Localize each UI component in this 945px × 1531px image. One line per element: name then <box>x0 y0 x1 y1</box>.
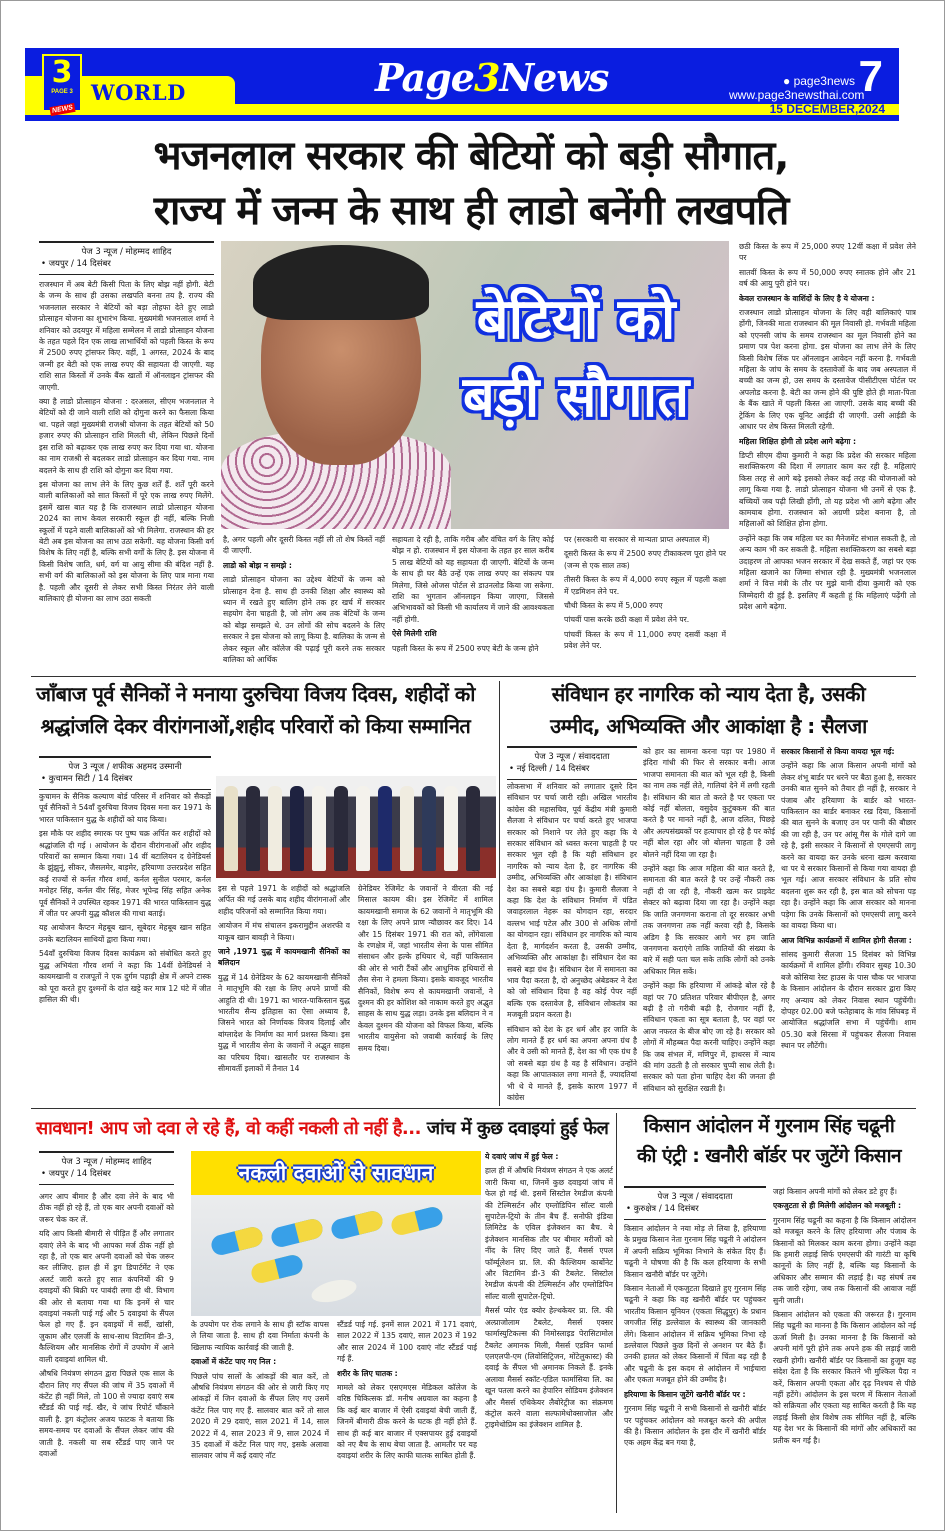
veterans-group-photo <box>216 776 496 878</box>
paragraph: औषधि नियंत्रण संगठन द्वारा पिछले एक साल के दौरान लिए गए सैंपल की जांच में 35 दवाओं में कंटेंट ही नहीं मिले, तो 100 से ज्यादा दवाएं सब स्टैंडर्ड की पाई गई. खैर, ये जांच रिपोर्ट चौंकाने वाली है. ड्रग कंट्रोलर अजय फाटक ने बताया कि समय-समय पर दवाओं के सैंपल लेकर जांच की जाती है. नकली या सब स्टैंडर्ड पाए जाने पर दवाओं <box>39 1369 174 1458</box>
byline-dateline: • कुचामन सिटी / 14 दिसंबर <box>41 774 133 784</box>
logo-news-badge: NEWS <box>49 103 75 116</box>
selja-headline-line2: उम्मीद, अभिव्यक्ति और आकांक्षा है : सैलजा <box>550 714 867 738</box>
photo-figure <box>246 786 260 871</box>
paragraph: उन्होंने कहा कि हरियाणा में आंकड़े बोल रहे है वहां पर 70 प्रतिशत परिवार बीपीएल है, अगर बढ़ी है तो गरीबी बढ़ी है, रोजगार नहीं है, संविधान एकता का सूत्र बताता है, पर वहां पर आज नफरत के बीज बोए जा रहे है। सरकार को लोगों में मौहब्बत पैदा करनी चाहिए। उन्होंने कहा कि जब संभल में, मणिपुर में, हाथरस में न्याय की मांग उठती है तो सरकार चुप्पी साध लेती है। सरकार को पता होना चाहिए देश की जनता ही संविधान को सुरक्षित रखती है। <box>643 981 775 1093</box>
paragraph: स्टैंडर्ड पाई गई. इनमें साल 2021 में 171 दवाएं, साल 2022 में 135 दवाएं, साल 2023 में 192 और साल 2024 में 100 दवाएं नॉट स्टैंडर्ड पाई गई हैं. <box>337 1320 477 1364</box>
paragraph: यदि आप किसी बीमारी से पीड़ित हैं और लगातार दवाएं लेने के बाद भी आपका मर्ज ठीक नहीं हो रहा है, तो एक बार अपनी दवाओं को चेक जरूर कर लीजिए. हाल ही में ड्रग डिपार्टमेंट ने एक अलर्ट जारी करते हुए सात कंपनियों की 9 दवाइयों की बिक्री पर पाबंदी लगा दी थी. विभाग की ओर से बताया गया था कि इनमें से चार दवाइयां नकली पाई गई और 5 दवाइयां के सैंपल फेल हो गए हैं. इन दवाइयों में सर्दी, खांसी, जुकाम और एलर्जी के साथ-साथ विटामिन डी-3, कैल्शियम और मानसिक रोगों में उपयोग में आने वाली दवाइयां शामिल थी. <box>39 1229 174 1364</box>
paragraph: इस से पहले 1971 के शहीदों को श्रद्धांजलि अर्पित की गई उसके बाद शहीद वीरांगनाओं और शहीद परिजनों को सम्मानित किया गया। <box>218 884 350 916</box>
selja-headline-line1: संविधान हर नागरिक को न्याय देता है, उसकी <box>551 682 866 706</box>
paragraph: 54वाँ दुरुचिया विजय दिवस कार्यक्रम को संबोधित करते हुए युद्ध अभियंता गौरव शर्मा ने कहा कि 14वीं ग्रेनेडियर्स ने कायमखानी व राजपूतों ने एक दुर्गम पहाड़ी क्षेत्र में अपने टास्क को पूरा करते हुए दुश्मनों के दांत खट्टे कर मात्र 12 घंटे में जीत हासिल की थी। <box>39 949 211 1004</box>
paragraph: पहली किस्त के रूप में 2500 रुपए बेटी के जन्म होने <box>392 643 539 653</box>
kisan-col-2 <box>773 1186 916 1513</box>
kisan-byline <box>624 1186 766 1220</box>
paragraph: इस मौके पर शहीद स्मारक पर पुष्प चक्र अर्पित कर शहीदों को श्रद्धांजलि दी गई । आयोजन के दौरान वीरांगनाओं और शहीद परिवारों का सम्मान किया गया। 14 वीं बटालियन द ग्रेनेडियर्स के झुंझुनूं, सीकर, जैसलमेर, बाड़मेर, हरियाणा उत्तरप्रदेश सहित कई राज्यों से कर्नल गौरव शर्मा, कर्नल सुनील परमार, कर्नल मनोहर सिंह, कर्नल वीर सिंह, मेजर भूपेन्द्र सिंह सहित अनेक पूर्व सैनिकों ने उपस्थित रहकर 1971 की भारत पाकिस्तान युद्ध में जीत पर अपनी युद्ध कौशल की गाथा बताई। <box>39 829 211 919</box>
capsule <box>389 1205 444 1237</box>
selja-col-2 <box>643 746 775 1103</box>
lead-col-5 <box>739 241 916 674</box>
byline-dateline: • जयपुर / 14 दिसंबर <box>41 1169 111 1179</box>
column-divider <box>616 1113 617 1513</box>
caption-line1: बेटियों को <box>476 287 676 352</box>
paragraph: जहां किसान अपनी मांगों को लेकर डटे हुए हैं। <box>773 1187 898 1196</box>
logo-digit: 3 <box>51 55 73 90</box>
paragraph: हाल ही में औषधि नियंत्रण संगठन ने एक अलर्ट जारी किया था, जिनमें कुछ दवाइयां जांच में फेल हो गई थी. इसमें सिस्टोल रेमडीज कंपनी की टेल्मिसर्टन और एम्लोडिपिन सॉल्ट वाली सुपाटेल-ट्रियो के तीन बैच हैं. सनोफी इंडिया लिमिटेड के एविल इंजेक्शन का बैच. ये इंजेक्शन मानसिक तौर पर बीमार मरीजों को नींद के लिए दिए जाते हैं, मैसर्स एपल फॉर्म्यूलेशन प्रा. लि. की कैल्शियम कार्बोनेट और विटामिन डी-3 की टैबलेट. सिस्टोल रेमडीज कंपनी की टेल्मिसर्टन और एम्लोडिपिन सॉल्ट वाली सुपाटेल-ट्रियो. <box>485 1166 613 1301</box>
photo-figure <box>224 786 238 871</box>
photo-figure <box>334 786 348 871</box>
paragraph: मैसर्स प्योर एंड क्योर हेल्थकेयर प्रा. लि. की अल्प्राजोलाम टैबलेट, मैसर्स एक्सर फार्मास्युटिकल्स की निमोस्लाइड पेरासिटामोल टैबलेट अमानक मिली, मैसर्स एडविन फार्मा एलएलपी-एम (लिवोसिट्रिजन, मोंटेलुकास्ट) की दवाई के सैंपल भी अमानक निकले हैं. इनके अलावा मैसर्स स्कॉट-एडिल फार्मासिया लि. का खून पतला करने का हेपारिन सोडियम इंजेक्शन और मैसर्स एथिकेयर लैबोरेट्रीज का संक्रमण कंट्रोल करने वाला सल्फामेथोक्साजोल और ट्राइमेथोप्रिम का इंजेक्शन शामिल है. <box>485 1306 613 1430</box>
lead-col-4 <box>564 534 726 674</box>
byline-author: पेज 3 न्यूज / मोहम्मद शाहिद <box>61 1157 152 1167</box>
paragraph: मामले को लेकर एसएमएस मेडिकल कॉलेज के वरिष्ठ चिकित्सक डॉ. मनीष अग्रवाल का कहना है कि कई बार बाजार में ऐसी दवाइयां बेची जाती हैं, जिनमें बीमारी ठीक करने के घटक ही नहीं होते हैं. साथ ही कई बार बाजार में एक्सपायर हुई दवाइयों को नए बैच के साथ बेचा जाता है. आमतौर पर यह दवाइयां शरीर के लिए काफी घातक साबित होती हैं. <box>337 1383 477 1461</box>
paragraph: सहायता दे रही है, ताकि गरीब और वंचित वर्ग के लिए कोई बोझ न हो. राजस्थान में इस योजना के तहत हर साल करीब 5 लाख बेटियों को यह सहायता दी जाएगी. बेटियों के जन्म के साथ ही घर बैठे उन्हें एक लाख रुपए का संकल्प पत्र मिलेगा, जिसे ओजस पोर्टल से डाउनलोड किया जा सकेगा. राशि का भुगतान ऑनलाइन किया जाएगा, जिससे अभिभावकों को किसी भी कार्यालय में जाने की आवश्यकता नहीं होगी. <box>392 535 554 624</box>
photo-figure <box>422 786 436 871</box>
paragraph: आयोजन में मंच संचालन इकरामुद्दीन अशरफी व याकूब खान बावड़ी ने किया। <box>218 921 350 942</box>
photo-figure <box>268 786 282 871</box>
byline-dateline: • नई दिल्ली / 14 दिसंबर <box>509 764 590 774</box>
subhead: एकजुटता से ही मिलेगी आंदोलन को मजबूती : <box>773 1201 902 1211</box>
subhead: ये दवाएं जांच में हुई फेल : <box>485 1152 559 1161</box>
capsule <box>209 1225 264 1257</box>
paragraph: को हार का सामना करना पड़ा पर 1980 में इंदिरा गांधी की फिर से सरकार बनी। आज भाजपा समानता की बात को भूल रही है, किसी का नाम तक नहीं लेते, गालियां देने में लगी रहती है। संविधान की बात तो करते है पर एकता पर कोई नहीं बोलता, वसुदेव कुटुंबकम की बात करते है पर मानते नहीं है, आज दलित, पिछड़े और अल्पसंख्यकों पर हत्याचार हो रहे है पर कोई नहीं बोल रहा और जो बोलना चाहता है उसे बोलने नहीं दिया जा रहा है। <box>643 747 775 859</box>
website-url: www.page3newsthai.com <box>729 88 865 102</box>
capsule <box>329 1209 384 1241</box>
paragraph: कुचामन के सैनिक कल्याण बोर्ड परिसर में शनिवार को सैकड़ों पूर्व सैनिकों ने 54वाँ दुरुचिया विजय दिवस मना कर 1971 के भारत पाकिस्तान युद्ध के शहीदों को याद किया। <box>39 792 211 824</box>
paragraph: दूसरी किस्त के रूप में 2500 रुपए टीकाकरण पूरा होने पर (जन्म से एक साल तक) <box>564 549 726 570</box>
paragraph: है, अगर पहली और दूसरी किस्त नहीं ली तो शेष किस्तें नहीं दी जाएगी. <box>223 535 385 556</box>
byline-author: पेज 3 न्यूज / संवाददाता <box>657 1192 733 1202</box>
section-divider <box>31 1108 916 1109</box>
medicine-col-1 <box>39 1191 174 1511</box>
paragraph: सातवीं किस्त के रूप में 50,000 रुपए स्नातक होने और 21 वर्ष की आयु पूरी होने पर। <box>739 267 916 289</box>
byline-dateline: • जयपुर / 14 दिसंबर <box>41 259 111 269</box>
photo-figure <box>466 786 480 871</box>
paragraph: यह आयोजन कैप्टन मेहबूब खान, सूबेदार मेहबूब खान सहित उनके बटालियन साथियों द्वारा किया गया। <box>39 923 211 944</box>
capsule <box>249 1253 304 1285</box>
photo-banner: नकली दवाओं से सावधान <box>191 1151 481 1195</box>
subhead: लाडो को बोझ न समझे : <box>223 560 292 570</box>
brand-prefix: Page <box>375 55 474 100</box>
photo-figure <box>444 786 458 871</box>
kisan-headline-line1: किसान आंदोलन में गुरनाम सिंह चढूनी <box>643 1115 895 1137</box>
paragraph: तीसरी किस्त के रूप में 4,000 रुपए स्कूल में पहली कक्षा में एडमिशन लेने पर. <box>564 575 726 596</box>
veterans-col-2 <box>218 883 350 1103</box>
column-divider <box>499 681 500 1106</box>
veterans-headline-line2: श्रद्धांजलि देकर वीरांगनाओं,शहीद परिवारों को किया सम्मानित <box>40 714 471 738</box>
section-label: WORLD <box>91 80 186 105</box>
paragraph: सांसद कुमारी सैलजा 15 दिसंबर को विभिन्न कार्यक्रमों में शामिल होंगी। रविवार सुबह 10.30 बजे कोसिया रेस्ट हाउस के पास चौक पर भाजपा के किसान आंदोलन के दौरान सरकार द्वारा किए गए अन्याय को लेकर निवास स्थान पहुंचेंगी। दोपहर 02.00 बजे फतेहाबाद के गांव सिंघबड़ में आयोजित श्रद्धांजलि सभा में पहुंचेंगी। शाम 05.30 बजे सिरसा में पहुंचकर सैलजा निवास स्थान पर लौटेंगी। <box>781 949 916 1051</box>
paragraph: छठी किस्त के रूप में 25,000 रुपए 12वीं कक्षा में प्रवेश लेने पर <box>739 242 916 263</box>
selja-col-3 <box>781 746 916 1103</box>
paragraph: पांचवीं पास करके छठी कक्षा में प्रवेश लेने पर. <box>564 615 690 625</box>
medicine-col-2 <box>191 1319 329 1514</box>
tablet <box>309 1276 358 1307</box>
byline-author: पेज 3 न्यूज / संवाददाता <box>534 752 610 762</box>
paragraph: उन्होंने कहा कि जब महिला घर का मैनेजमेंट संभाल सकती है, तो अन्य काम भी कर सकती है. महिला सशक्तिकरण का सबसे बड़ा उदाहरण तो आपका भजन सरकार में देख सकते हैं, जहां पर एक महिला खजाने का जिम्मा संभाल रही है. मुख्यमंत्री भजनलाल शर्मा ने वित्त मंत्री के तौर पर मुझे यानी दीया कुमारी को एक जिम्मेदारी दी हुई है. इसलिए मैं कहती हूं कि महिलाएं पढ़ेंगी तो प्रदेश आगे बढ़ेगा. <box>739 533 916 612</box>
paragraph: ग्रेनेडियर रेजिमेंट के जवानों ने वीरता की नई मिसाल कायम की। इस रेजिमेंट में शामिल कायमखानी समाज के 62 जवानों ने मातृभूमि की रक्षा के लिए अपने प्राण न्यौछावर कर दिए। 14 और 15 दिसंबर 1971 की रात को, लोंगेवाला के रणक्षेत्र में, जहां भारतीय सेना के पास सीमित संसाधन और हल्के हथियार थे, वहीं पाकिस्तान की ओर से भारी टैंकों और आधुनिक हथियारों से लैस सेना ने हमला किया। इसके बावजूद भारतीय सैनिकों, विशेष रूप से कायमखानी जवानों, ने दुश्मन की हर कोशिश को नाकाम करते हुए अद्भुत साहस के साथ युद्ध लड़ा। उनके इस बलिदान ने न केवल दुश्मन की योजना को विफल किया, बल्कि भारतीय वायुसेना को जवाबी कार्रवाई के लिए समय दिया। <box>358 884 493 1053</box>
paragraph: गुरनाम सिंह चढूनी का कहना है कि किसान आंदोलन को मजबूत करने के लिए हरियाणा और पंजाब के किसानों को मिलकर काम करना होगा। उन्होंने कहा कि हमारी लड़ाई सिर्फ एमएसपी की गारंटी या कृषि कानूनों के लिए नहीं है, बल्कि यह किसानों के अधिकार और सम्मान की लड़ाई है। यह संघर्ष तब तक जारी रहेगा, जब तक किसानों की आवाज नहीं सुनी जाती। <box>773 1215 916 1305</box>
medicine-col-4 <box>485 1151 613 1514</box>
lead-byline <box>39 241 214 275</box>
byline-dateline: • कुरुक्षेत्र / 14 दिसंबर <box>626 1204 699 1214</box>
paragraph: किसान आंदोलन ने नया मोड़ ले लिया है, हरियाणा के प्रमुख किसान नेता गुरनाम सिंह चढूनी ने आंदोलन में अपनी सक्रिय भूमिका निभाने के संकेत दिए हैं। चढूनी ने घोषणा की है कि कल हरियाणा के सभी किसान खनौरी बॉर्डर पर जुटेंगे। <box>624 1224 766 1279</box>
paragraph: किसान आंदोलन को एकता की जरूरत है। गुरनाम सिंह चढूनी का मानना है कि किसान आंदोलन को नई ऊर्जा मिली है। उनका मानना है कि किसानों को अपनी मांगें पूरी होने तक अपने हक की लड़ाई जारी रखनी होगी। खनौरी बॉर्डर पर किसानों का हुजूम यह संदेश देता है कि सरकार कितने भी मुश्किल पैदा न करें, किसान अपनी एकता और दृढ़ निश्चय से पीछे नहीं हटेंगे। आंदोलन के इस चरण में किसान नेताओं को सक्रियता और एकता यह साबित करती है कि यह लड़ाई किसी क्षेत्र विशेष तक सीमित नहीं है, बल्कि यह देश भर के किसानों की मांगों और अधिकारों का प्रतीक बन गई है। <box>773 1310 916 1445</box>
capsule <box>269 1217 324 1249</box>
paragraph: पर (सरकारी या सरकार से मान्यता प्राप्त अस्पताल में) <box>564 535 710 544</box>
subhead: आज विभिन्न कार्यक्रमों में शामिल होगी सैलजा : <box>781 935 912 945</box>
photo-hair <box>253 245 429 320</box>
paragraph: उन्होंने कहा कि आज किसान अपनी मांगों को लेकर शंभू बार्डर पर धरने पर बैठा हुआ है, सरकार उनकी बात सुनने को तैयार ही नहीं है, सरकार ने पंजाब और हरियाणा के बार्डर को भारत-पाकिस्तान का बार्डर बनाकर रख दिया, किसानों की बात सुनने के बजाए उन पर पानी की बौछार की जा रही है, उन पर आंसू गैस के गोले दागे जा रहे है, इसी सरकार ने किसानों से एमएसपी लागू करने का वायदा कर उनके धरना खत्म करवाया था पर ये सरकार किसानों से किया गया वायदा ही भूल गई। आज सरकार संविधान के प्रति सोच बदलना शुरू कर रही है, इस बात को सोचना पड़ रहा है। उन्होंने कहा कि आज सरकार को मानना पड़ेगा कि उनके किसानों को एमएसपी लागू करने का वायदा किया था। <box>781 761 916 931</box>
paragraph: उन्होंने कहा कि आज महिला की बात करते है, समानता की बात करते है पर उन्हें नौकरी तक नहीं दी जा रही है, नौकरी खत्म कर प्राइवेट सेक्टर को बढ़ावा दिया जा रहा है। उन्होंने कहा कि जाति जनगणना कराना तो दूर सरकार अभी तक जनगणना तक नहीं करवा रही है, किसके अडिग है कि सरकार आगे भर हम जाति जनगणना कराएंगे ताकि जातियों की संख्या के बारे में सही पता चल सके ताकि लोगों को उनके अधिकार मिल सकें। <box>643 864 775 976</box>
subhead: महिला शिक्षित होगी तो प्रदेश आगे बढ़ेगा : <box>739 436 857 446</box>
photo-caption-overlay <box>431 281 721 437</box>
headline-warning-part: सावधान! आप जो दवा ले रहे हैं, वो कहीं नकली तो नहीं है... <box>36 1118 421 1139</box>
selja-byline <box>507 746 637 780</box>
paragraph: के उपयोग पर रोक लगाने के साथ ही स्टॉक वापस ले लिया जाता है. साथ ही दवा निर्माता कंपनी के खिलाफ न्यायिक कार्रवाई की जाती है. <box>191 1320 329 1352</box>
subhead: हरियाणा के किसान जुटेंगे खनौरी बॉर्डर पर : <box>624 1389 746 1399</box>
page-number: 7 <box>858 52 883 101</box>
lead-photo-cm <box>221 241 729 529</box>
veterans-col-1 <box>39 791 211 1101</box>
brand-wordmark <box>375 54 608 102</box>
fake-medicine-photo <box>191 1151 481 1316</box>
byline-author: पेज 3 न्यूज / मोहम्मद शाहिद <box>81 247 172 257</box>
paragraph: राजस्थान लाडो प्रोत्साहन योजना के लिए वही बालिकाएं पात्र होंगी, जिनकी माता राजस्थान की मूल निवासी हो. गर्भवती महिला को एएनसी जांच के समय राजस्थान का मूल निवासी होने का प्रमाण पत्र पेश करना होगा. इस योजना का लाभ लेने के लिए किसी विशेष लिंक पर ऑनलाइन आवेदन नहीं करना है. गर्भवती महिला के जांच के समय के दस्तावेजों के बाद जब अस्पताल में बच्ची का जन्म हो, उस समय के दस्तावेज पीसीटीएस पोर्टल पर अपलोड करना है. बेटी का जन्म होने की पुष्टि होते ही माता-पिता के बैंक खाते में पहली किस्त आ जाएगी. उसके बाद बच्ची की ट्रेकिंग के लिए एक यूनिट आईडी दी जाएगी. उसी आईडी के आधार पर शेष किस्त मिलती रहेगी. <box>739 308 916 432</box>
logo-small-text: PAGE 3 <box>51 89 73 95</box>
paragraph: गुरनाम सिंह चढूनी ने सभी किसानों से खनौरी बॉर्डर पर पहुंचकर आंदोलन को मजबूत करने की अपील की है। किसान आंदोलन के इस दौर में खनौरी बॉर्डर एक अहम केंद्र बन गया है, <box>624 1404 766 1448</box>
subhead: केवल राजस्थान के वाशिंदों के लिए है ये योजना : <box>739 293 875 303</box>
social-handle: ● page3news <box>783 74 855 88</box>
veterans-col-3 <box>358 883 493 1103</box>
brand-suffix: News <box>499 55 609 100</box>
paragraph: युद्ध में 14 ग्रेनेडियर के 62 कायमखानी सैनिकों ने मातृभूमि की रक्षा के लिए अपने प्राणों की आहुति दी थी। 1971 का भारत-पाकिस्तान युद्ध भारतीय सैन्य इतिहास का ऐसा अध्याय है, जिसने भारत को निर्णायक विजय दिलाई और बांग्लादेश के निर्माण का मार्ग प्रशस्त किया। इस युद्ध में भारतीय सेना के जवानों ने अद्भुत साहस का परिचय दिया। खासतौर पर राजस्थान के सीमावर्ती इलाकों में तैनात 14 <box>218 972 350 1074</box>
caption-line2: बड़ी सौगात <box>462 365 690 430</box>
kisan-col-1 <box>624 1223 766 1513</box>
paragraph: पांचवीं किस्त के रूप में 11,000 रुपए दसवीं कक्षा में प्रवेश लेने पर. <box>564 629 726 651</box>
photo-figure <box>400 786 414 871</box>
lead-col-3 <box>392 534 554 674</box>
paragraph: संविधान को देश के हर धर्म और हर जाति के लोग मानते हैं हर धर्म का अपना अपना ग्रंथ है और वे उसी को मानते हैं, देश का भी एक ग्रंथ है जो सबसे बड़ा ग्रंथ है वह है संविधान। उन्होंने कहा कि आपातकाल लगा मानते हैं, ज्यादतियां भी थे ये मानते हैं, इसके कारण 1977 में कांग्रेस <box>507 1024 637 1102</box>
selja-col-1 <box>507 781 637 1103</box>
lead-col-1 <box>39 279 214 674</box>
headline-black-part: जांच में कुछ दवाइयां हुई फेल <box>426 1118 609 1139</box>
photo-figure <box>290 786 304 871</box>
medicine-headline <box>36 1116 611 1142</box>
subhead: जाने ,1971 युद्ध में कायमखानी सैनिकों का बलिदान <box>218 947 350 968</box>
subhead: सरकार किसानों से किया वायदा भूल गई: <box>781 747 895 756</box>
brand-digit: 3 <box>473 55 500 100</box>
paragraph: चौथी किस्त के रूप में 5,000 रुपए <box>564 601 663 611</box>
subhead: दवाओं में कंटेंट पाए गए निल : <box>191 1357 277 1367</box>
byline-author: पेज 3 न्यूज / शफीक अहमद उस्मानी <box>68 762 182 772</box>
paragraph: किसान नेताओं में एकजुटता दिखाते हुए गुरनाम सिंह चढूनी ने कहा कि वह खनौरी बॉर्डर पर पहुंचकर भारतीय किसान यूनियन (एकता सिद्धूपुर) के प्रधान जगजीत सिंह डल्लेवाल के स्वास्थ्य की जानकारी लेंगे। किसान आंदोलन में सक्रिय भूमिका निभा रहे डल्लेवाल पिछले कुछ दिनों से अनशन पर बैठे हैं। उनकी हालत को लेकर किसानों में चिंता बढ़ रही है और चढूनी के इस कदम से आंदोलन में भाईचारा और एकता मजबूत होने की उम्मीद है। <box>624 1284 766 1385</box>
paragraph: डिप्टी सीएम दीया कुमारी ने कहा कि प्रदेश की सरकार महिला सशक्तिकरण की दिशा में लगातार काम कर रही है. महिलाएं किस तरह से आगे बढ़े इसको लेकर कई तरह की योजनाओं को लागू किया गया है. लाडो प्रोत्साहन योजना भी उनमें से एक है. बच्चियों जब पढ़ी लिखी होंगी, तो यह प्रदेश भी आगे बढ़ेगा और कामयाब होगा. राजस्थान को अग्रणी प्रदेश बनाना है, तो महिलाओं को शिक्षित होना होगा. <box>739 450 916 529</box>
photo-figure <box>378 786 392 871</box>
masthead <box>25 48 899 121</box>
lead-col-2 <box>223 534 385 674</box>
subhead: ऐसे मिलेगी राशि <box>392 629 437 639</box>
issue-date: 15 DECEMBER,2024 <box>769 102 885 116</box>
photo-figure <box>356 786 370 871</box>
medicine-col-3 <box>337 1319 477 1514</box>
photo-figure <box>312 786 326 871</box>
kisan-headline-line2: की एंट्री : खनौरी बॉर्डर पर जुटेंगे किसान <box>636 1145 902 1167</box>
subhead: शरीर के लिए घातक : <box>337 1368 398 1378</box>
paragraph: क्या है लाडो प्रोत्साहन योजना : दरअसल, सीएम भजनलाल ने बेटियों को दी जाने वाली राशि को दोगुना करने का फैसला किया था. पहले जहां मुख्यमंत्री राजश्री योजना के तहत बेटियों को 50 हजार रुपए की प्रोत्साहन राशि मिलती थी, लेकिन पिछले दिनों इस राशि को बढ़ाकर एक लाख रुपए कर दिया गया था. योजना का नाम राजश्री से बदलकर लाडो प्रोत्साहन कर दिया गया. नाम बदलने के साथ ही राशि को दोगुना कर दिया गया. <box>39 397 214 475</box>
paragraph: इस योजना का लाभ लेने के लिए कुछ शर्तें हैं. शर्तें पूरी करने वाली बालिकाओं को सात किस्तों में पूरे एक लाख रुपए मिलेंगे. इसमें खास बात यह है कि राजस्थान लाडो प्रोत्साहन योजना 2024 का लाभ केवल सरकारी स्कूल ही नहीं, बल्कि निजी स्कूलों में पढ़ने वाली बालिकाओं को भी मिलेगा. राजस्थान की हर बेटी अब इस योजना का लाभ उठा सकेगी. यह योजना किसी वर्ग विशेष के लिए नहीं है, बल्कि सभी वर्गों के लिए है. इस योजना में किसी विशेष जाति, धर्म, वर्ग या आयु सीमा की बंदिश नहीं है. सभी वर्ग की बालिकाओं को इस योजना के लिए पात्र माना गया है. पहली और दूसरी से लेकर सभी किस्त निरंतर लेने वाली बालिकाएं ही योजना का लाभ उठा सकती <box>39 479 214 603</box>
medicine-byline <box>39 1151 174 1185</box>
paragraph: लोकसभा में शनिवार को लगातार दूसरे दिन संविधान पर चर्चा जारी रही। अखिल भारतीय कांग्रेस की महासचिव, पूर्व केंद्रीय मंत्री कुमारी सैलजा ने संविधान पर चर्चा करते हुए भाजपा सरकार को निशाने पर लेते हुए कहा कि ये सरकार संविधान को ध्वस्त करना चाहती है पर सरकार भूल रही है कि यही संविधान हर नागरिक को न्याय देता है, हर नागरिक की उम्मीद, अभिव्यक्ति और आकांक्षा है। संविधान देश का सबसे बड़ा ग्रंथ है। कुमारी सैलजा ने कहा कि देश के संविधान निर्माण में पंडित जवाहरलाल नेहरू का योगदान रहा, सरदार वल्लभ भाई पटेल और 300 से अधिक लोगों का योगदान रहा। संविधान हर नागरिक को न्याय देता है, मार्गदर्शन करता है, उसकी उम्मीद, अभिव्यक्ति और आकांक्षा है। संविधान देश का सबसे बड़ा ग्रंथ है। संविधान देश में समानता का भाव पैदा करता है, दो अनुच्छेद अंबेडकर ने देश को जो संविधान दिया है वह कोई पेपर नहीं बल्कि एक दस्तावेज है, संविधान लोकतंत्र का मजबूती प्रदान करता है। <box>507 782 637 1020</box>
kisan-headline <box>619 1111 919 1171</box>
veterans-headline-line1: जाँबाज पूर्व सैनिकों ने मनाया दुरुचिया विजय दिवस, शहीदों को <box>36 682 475 706</box>
lead-headline-line2: राज्य में जन्म के साथ ही लाडो बनेंगी लखपति <box>153 188 789 234</box>
paragraph: लाडो प्रोत्साहन योजना का उद्देश्य बेटियों के जन्म को प्रोत्साहन देना है. साथ ही उनकी शिक्षा और स्वास्थ्य को ध्यान में रखते हुए बालिग होने तक हर खर्च में सरकार सहयोग देना चाहती है, जो लोग अब तक बेटियों के जन्म को बोझ समझते थे. उन लोगों की सोच बदलने के लिए सरकार ने इस योजना को लागू किया है. बालिका के जन्म से लेकर स्कूल और कॉलेज की पढ़ाई पूरी करने तक सरकार बालिका को आर्थिक <box>223 575 385 665</box>
page3-logo <box>42 54 82 115</box>
paragraph: अगर आप बीमार है और दवा लेने के बाद भी ठीक नहीं हो रहे हैं, तो एक बार अपनी दवाओं को जरूर चेक कर लें. <box>39 1192 174 1224</box>
lead-headline-line1: भजनलाल सरकार की बेटियों को बड़ी सौगात, <box>153 133 789 179</box>
paragraph: पिछले पांच सालों के आंकड़ों की बात करें, तो औषधि नियंत्रण संगठन की ओर से जारी किए गए आंकड़ों में जिन दवाओं के सैंपल लिए गए उसमें कंटेंट निल पाए गए हैं. सालवार बात करें तो साल 2020 में 29 दवाएं, साल 2021 में 14, साल 2022 में 4, साल 2023 में 9, साल 2024 में 35 दवाओं में कंटेंट निल पाए गए, इसके अलावा सालवार जांच में कई दवाएं नॉट <box>191 1371 329 1461</box>
section-divider <box>31 676 916 677</box>
veterans-byline <box>39 756 211 790</box>
paragraph: राजस्थान में अब बेटी किसी पिता के लिए बोझ नहीं होगी. बेटी के जन्म के साथ ही उसका लखपति बनना तय है. राज्य की भजनलाल सरकार ने बेटियों को बड़ा तोहफा देते हुए लाडो प्रोत्साहन योजना का शुभारंभ किया. मुख्यमंत्री भजनलाल शर्मा ने शनिवार को उदयपुर में महिला सम्मेलन में लाडो प्रोत्साहन योजना के तहत पहले दिन एक लाख लाभार्थियों को पहली किस्त के रूप में 2500 रुपए ट्रांसफर किए. वहीं, 1 अगस्त, 2024 के बाद जन्मी हर बेटी को एक लाख रुपए की सहायता दी जाएगी. यह राशि सात किस्तों में उनके बैंक खातों में ऑनलाइन ट्रांसफर की जाएगी. <box>39 280 214 392</box>
